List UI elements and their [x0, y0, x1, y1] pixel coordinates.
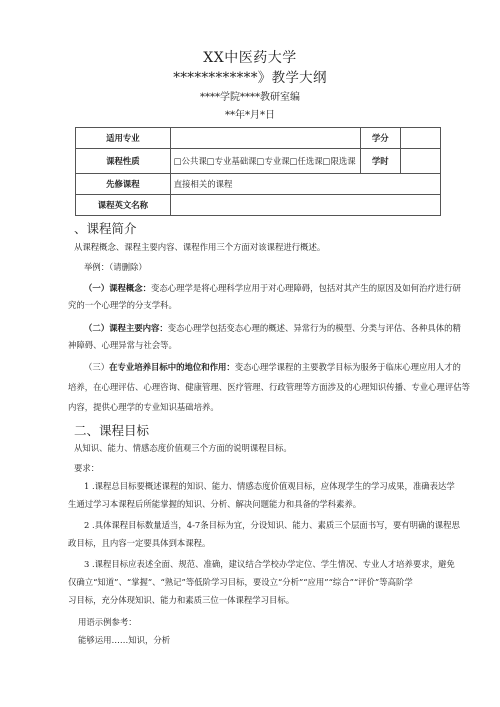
item3-line2: 培养，在心理评估、心理咨询、健康管理、医疗管理、行政管理等方面涉及的心理知识传播、专业心理评估等 [68, 382, 470, 392]
example1: 能够运用……知识，分析 [78, 635, 171, 645]
table-row [76, 174, 441, 195]
prerequisite-label: 先修课程 [76, 174, 171, 195]
item1-label: （一）课程概念： [84, 283, 151, 293]
table-row [76, 149, 441, 174]
prerequisite-value[interactable]: 直接相关的课程 [170, 174, 440, 195]
item1-line2: 究的一个心理学的分支学科。 [68, 300, 177, 310]
english-name-label: 课程英文名称 [76, 195, 171, 216]
item3-label: 在专业培养目标中的地位和作用： [109, 362, 235, 372]
item2-line2: 神障碍、心理异常与社会等。 [68, 340, 177, 350]
course-nature-label: 课程性质 [76, 149, 171, 174]
req2-line1: 2 .具体课程目标数量适当，4-7条目标为宜，分设知识、能力、素质三个层面书写，要有明确的课程思 [84, 520, 460, 530]
course-nature-value[interactable]: □公共课□专业基础课□专业课□任选课□限选课 [170, 149, 360, 174]
compiled-by: ****学院****教研室编 [200, 92, 300, 103]
item2-text: 变态心理学包括变态心理的概述、异常行为的模型、分类与评估、各种具体的精 [167, 323, 461, 333]
req3-line3: 习目标，充分体现知识、能力和素质三位一体课程学习目标。 [68, 595, 295, 605]
credits-label: 学分 [360, 128, 400, 149]
date-line: **年*月*日 [225, 110, 275, 121]
req3-line2: 仅确立“知道”、“掌握”、“熟记”等低阶学习目标，要设立“分析”“应用”“综合”“评价”等高阶学 [68, 577, 413, 587]
item3-prefix: （三） [84, 362, 110, 372]
university-title: XX中医药大学 [203, 50, 297, 66]
item1-text: 变态心理学是将心理科学应用于对心理障碍，包括对其产生的原因及如何治疗进行研 [151, 283, 461, 293]
item1-line1 [84, 280, 461, 297]
item3-line1 [84, 359, 461, 376]
item2-label: （二）课程主要内容： [84, 323, 168, 333]
table-row [76, 195, 441, 216]
applicable-major-value[interactable] [170, 128, 360, 149]
applicable-major-label: 适用专业 [76, 128, 171, 149]
outline-title: ************》教学大纲 [173, 70, 327, 86]
req3-line1: 3 .课程目标应表述全面、规范、准确，建议结合学校办学定位、学生情况、专业人才培养要求，避免 [84, 559, 455, 569]
requirements-label: 要求： [74, 463, 100, 473]
req1-line1: 1 .课程总目标要概述课程的知识、能力、情感态度价值观目标，应体现学生的学习成果，准确表达学 [84, 481, 455, 491]
section2-heading: 二、课程目标 [74, 423, 150, 438]
course-info-table [75, 127, 441, 216]
item3-text: 变态心理学课程的主要教学目标为服务于临床心理应用人才的 [234, 362, 461, 372]
req2-line2: 政目标，且内容一定要具体到本课程。 [68, 538, 211, 548]
req1-line2: 生通过学习本课程后所能掌握的知识、分析、解决问题能力和具备的学科素养。 [68, 499, 362, 509]
section1-heading: 、课程简介 [74, 221, 137, 236]
examples-label: 用语示例参考： [78, 617, 137, 627]
item2-line1 [84, 320, 461, 337]
english-name-value[interactable] [170, 195, 440, 216]
section1-intro: 从课程概念、课程主要内容、课程作用三个方面对该课程进行概述。 [74, 242, 326, 252]
table-row [76, 128, 441, 149]
item3-line3: 内容，提供心理学的专业知识基础培养。 [68, 402, 219, 412]
hours-value[interactable] [400, 149, 440, 174]
example-label: 举例：（请删除） [84, 262, 147, 272]
hours-label: 学时 [360, 149, 400, 174]
section2-intro: 从知识、能力、情感态度价值观三个方面的说明课程目标。 [74, 443, 292, 453]
credits-value[interactable] [400, 128, 440, 149]
